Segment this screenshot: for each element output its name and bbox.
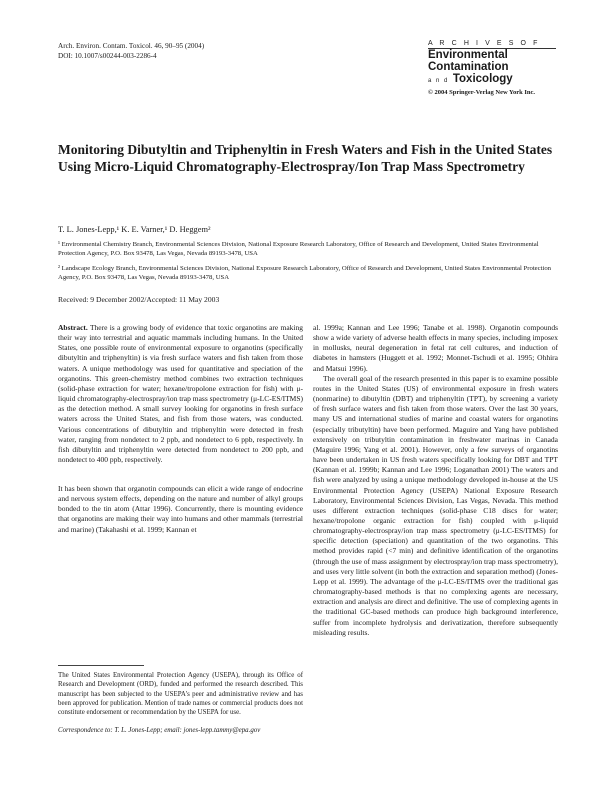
footnote-divider	[58, 665, 144, 666]
journal-environmental: Environmental	[428, 49, 508, 61]
intro-paragraph: It has been shown that organotin compounds can elicit a wide range of endocrine and nervous system effects, depending on the nature and number of alkyl groups bonded to the tin atom (Attar 1996). Concurrently, there is mounting evidence that organotins are making their way into humans and other mammals (terrestrial and marine) (Takahashi et al. 1999; Kannan et	[58, 484, 303, 534]
introduction-right	[313, 323, 558, 638]
affiliation-2: ² Landscape Ecology Branch, Environmental Sciences Division, National Exposure Research Laboratory, Office of Research and Development, United States Environmental Protection Agency, P.O. Box 93478, Las Vegas, Nevada 89193-3478, USA	[58, 265, 552, 282]
doi: DOI: 10.1007/s00244-003-2286-4	[58, 51, 157, 60]
abstract-text: There is a growing body of evidence that toxic organotins are making their way into terrestrial and aquatic mammals including humans. In the United States, one possible route of environmental exposure to organotins (specifically dibutyltin and triphenyltin) is via fresh surface waters and fish taken from those waters. A unique methodology was used for quantitative and speciation of the organotins. This green-chemistry method combines two extraction techniques (solid-phase extraction for water; hexane/tropolone extraction for fish) with μ-liquid chromatography-electrospray/ion trap mass spectrometry (μ-LC-ES/ITMS) as the detection method. A small survey looking for organotins in fresh surface waters across the United States, and fish from those waters, was conducted. Various concentrations of dibutyltin and triphenyltin were detected in fresh water, ranging from nondetect to 2 ppb, and nondetect to 6 ppb, respectively. In fish dibutyltin and triphenyltin were detected from nondetect to 200 ppb, and nondetect to 400 ppb, respectively.	[58, 323, 303, 465]
copyright: © 2004 Springer-Verlag New York Inc.	[428, 89, 536, 96]
paper-title: Monitoring Dibutyltin and Triphenyltin in Fresh Waters and Fish in the United States Using Micro-Liquid Chromatography-Electrospray/Ion Trap Mass Spectrometry	[58, 142, 553, 174]
abstract	[58, 323, 303, 465]
right-paragraph-1: al. 1999a; Kannan and Lee 1996; Tanabe et al. 1998). Organotin compounds show a wide variety of adverse health effects in many species, including imposex in mollusks, neural degeneration in fetal rat cell cultures, and induction of diabetes in hamsters (Huggett et al. 1992; Monnet-Tschudi et al. 1995; Ohhira and Matsui 1996).	[313, 323, 558, 373]
journal-logo	[428, 40, 556, 96]
journal-citation: Arch. Environ. Contam. Toxicol. 46, 90–95 (2004)	[58, 42, 205, 50]
affiliation-1: ¹ Environmental Chemistry Branch, Environmental Sciences Division, National Exposure Research Laboratory, Office of Research and Development, United States Environmental Protection Agency, P.O. Box 93478, Las Vegas, Nevada 89193-3478, USA	[58, 241, 539, 258]
citation-header	[58, 42, 204, 61]
correspondence: Correspondence to: T. L. Jones-Lepp; email: jones-lepp.tammy@epa.gov	[58, 727, 261, 734]
journal-contamination: Contamination	[428, 60, 509, 73]
introduction-left	[58, 484, 303, 535]
journal-toxicology: Toxicology	[452, 73, 513, 85]
journal-archives-of: A R C H I V E S O F	[428, 40, 556, 49]
footnote-disclaimer: The United States Environmental Protection Agency (USEPA), through its Office of Research and Development (ORD), funded and performed the research described. This manuscript has been subjected to the USEPA's peer and administrative review and has been approved for publication. Mention of trade names or commercial products does not constitute endorsement or recommendation by the USEPA for use.	[58, 672, 303, 717]
author-list: T. L. Jones-Lepp,¹ K. E. Varner,¹ D. Heggem²	[58, 225, 211, 234]
right-paragraph-2: The overall goal of the research presented in this paper is to examine possible routes in the United States (US) of environmental exposure in fresh waters (nonmarine) to dibutyltin (DBT) and triphenyltin (TPT), by screening a variety of fresh surface waters and fish taken from those waters. Over the last 30 years, many US and international studies of marine and coastal waters for organotins (especially tributyltin) have been performed. Maguire and Yang have published extensively on tributyltin contamination in freshwater marinas in Canada (Maguire 1996; Yang et al. 2001). However, only a few surveys of organotins have been undertaken in US fresh waters specifically looking for DBT and TPT (Kannan et al. 1999b; Kannan and Lee 1996; Loganathan 2001) The waters and fish were analyzed by using a unique methodology developed in-house at the US Environmental Protection Agency (USEPA) National Exposure Research Laboratory, Environmental Sciences Division, Las Vegas, Nevada. This method uses different extraction techniques (solid-phase C18 discs for water; hexane/tropolone organic extraction for fish) coupled with μ-liquid chromatography-electrospray/ion trap mass spectrometry (μ-LC-ES/ITMS) for specific detection (speciation) and quantitation of the two organotins. This method provides rapid (<7 min) and definitive identification of the organotins (through the use of mass assignment by electrospray/ion trap mass spectrometry), and uses very little solvent (in both the extraction and separation method) (Jones-Lepp et al. 1999). The advantage of the μ-LC-ES/ITMS over the traditional gas chromatography-based methods is that no complexing agents are necessary, extraction and analysis are direct and definitive. The use of complexing agents in the traditional GC-based methods can produce high background interference, suffer from incomplete hydrolysis and derivatization, therefore subsequently misleading results.	[313, 373, 558, 637]
journal-toxicology-line	[428, 73, 556, 87]
journal-and: a n d	[428, 78, 449, 84]
abstract-label: Abstract.	[58, 323, 88, 332]
received-date: Received: 9 December 2002/Accepted: 11 May 2003	[58, 295, 220, 304]
